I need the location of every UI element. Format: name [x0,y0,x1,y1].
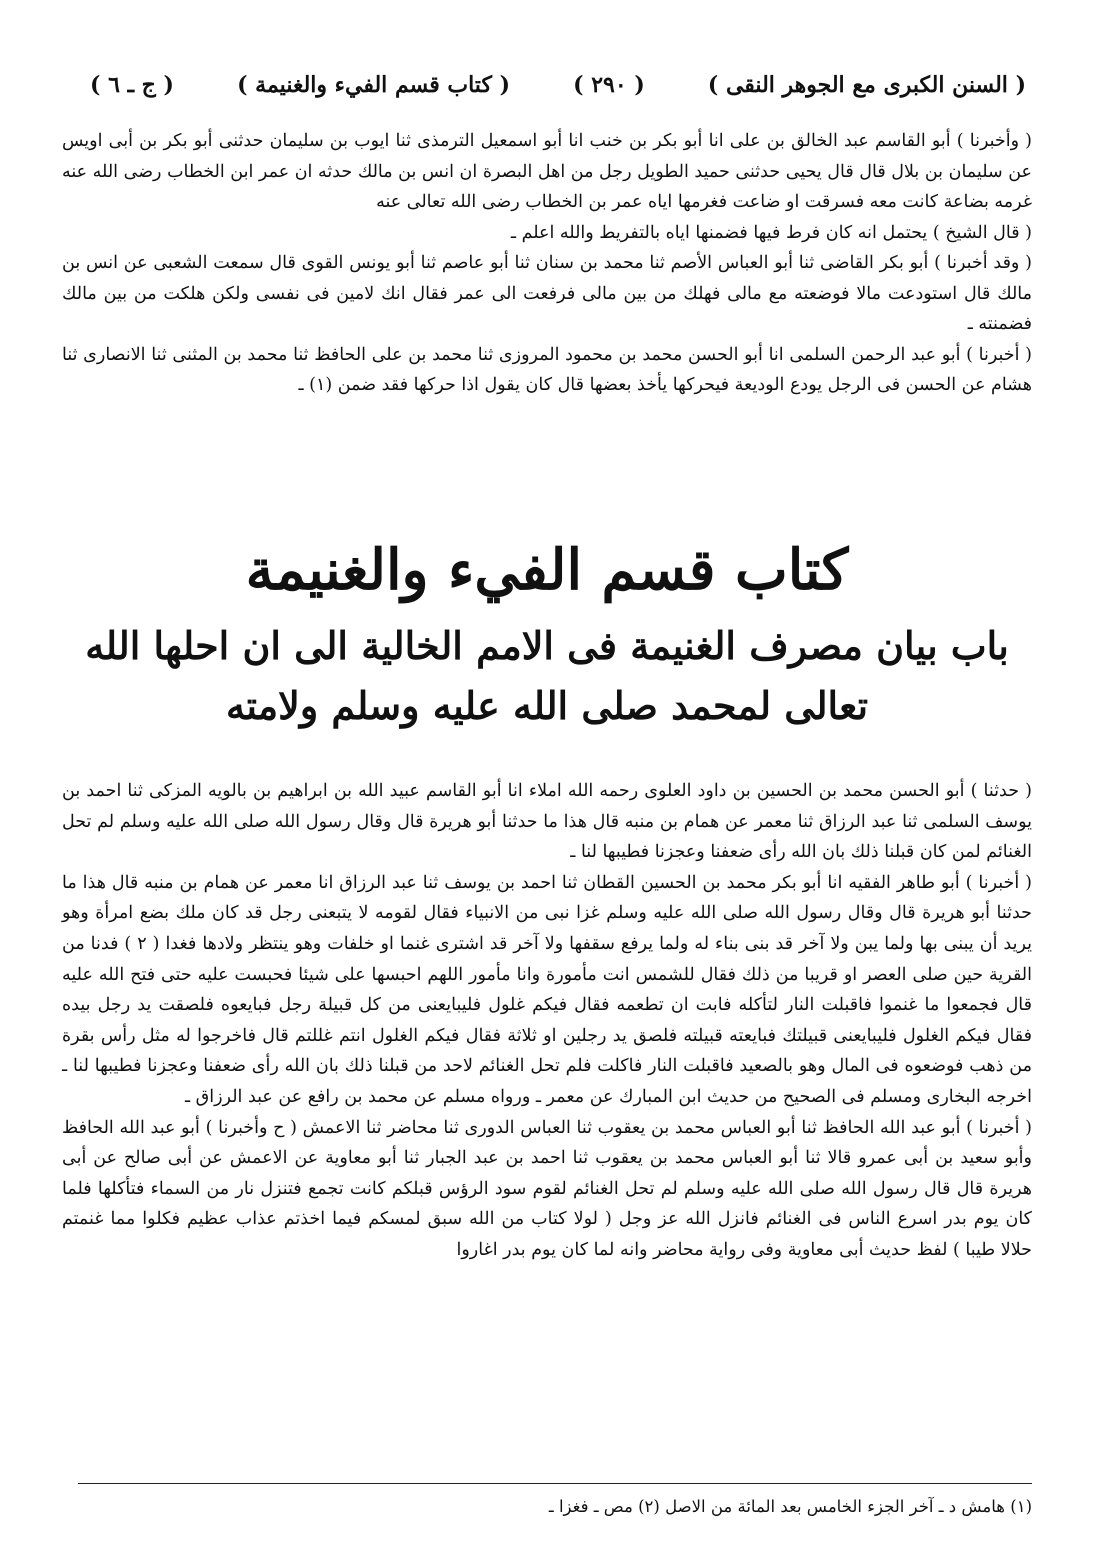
running-header [90,72,1026,98]
paragraph: ( أخبرنا ) أبو عبد الرحمن السلمى انا أبو الحسن محمد بن محمود المروزى ثنا محمد بن على الحافظ ثنا محمد بن المثنى ثنا الانصارى ثنا هشام عن الحسن فى الرجل يودع الوديعة فيحركها يأخذ بعضها قال كان يقول اذا حركها فقد ضمن (١) ـ [62,344,1032,395]
paragraph: ( أخبرنا ) أبو عبد الله الحافظ ثنا أبو العباس محمد بن يعقوب ثنا العباس الدورى ثنا محاضر ثنا الاعمش ( ح وأخبرنا ) أبو عبد الله الحافظ وأبو سعيد بن أبى عمرو قالا ثنا أبو العباس محمد بن يعقوب ثنا احمد بن عبد الجبار ثنا أبو معاوية عن الاعمش عن أبى صالح عن أبى هريرة قال قال رسول الله صلى الله عليه وسلم لم تحل الغنائم لقوم سود الرؤس قبلكم كانت تجمع فتنزل نار من السماء فتأكلها فلما كان يوم بدر اسرع الناس فى الغنائم فانزل الله عز وجل ( لولا كتاب من الله سبق لمسكم فيما اخذتم عذاب عظيم فكلوا مما غنمتم حلالا طيبا ) لفظ حديث أبى معاوية وفى رواية محاضر وانه لما كان يوم بدر اغاروا [62,1117,1032,1260]
header-section-title: ( كتاب قسم الفيء والغنيمة ) [237,72,510,98]
book-title: كتاب قسم الفيء والغنيمة [245,537,849,603]
header-volume: ( ج ـ ٦ ) [90,72,174,98]
paragraph: ( حدثنا ) أبو الحسن محمد بن الحسين بن داود العلوى رحمه الله املاء انا أبو القاسم عبيد الله بن ابراهيم بن بالويه المزكى ثنا احمد بن يوسف السلمى ثنا عبد الرزاق ثنا معمر عن همام بن منبه قال هذا ما حدثنا أبو هريرة قال وقال رسول الله صلى الله عليه وسلم لم تحل الغنائم لمن كان قبلنا ذلك بان الله رأى ضعفنا وعجزنا فطيبها لنا ـ [62,781,1032,863]
paragraph: ( وأخبرنا ) أبو القاسم عبد الخالق بن على انا أبو بكر بن خنب انا أبو اسمعيل الترمذى ثنا ايوب بن سليمان حدثنى أبو بكر بن أبى اويس عن سليمان بن بلال قال قال يحيى حدثنى حميد الطويل رجل من اهل البصرة ان انس بن مالك حدثه ان عمر ابن الخطاب رضى الله عنه غرمه بضاعة كانت معه فسرقت او ضاعت فغرمها اياه عمر بن الخطاب رضى الله تعالى عنه [62,131,1032,212]
footnote: (١) هامش د ـ آخر الجزء الخامس بعد المائة من الاصل (٢) مص ـ فغزا ـ [548,1497,1032,1516]
top-text-block [62,126,1032,401]
chapter-title-line-1: باب بيان مصرف الغنيمة فى الامم الخالية الى ان احلها الله [85,623,1009,668]
paragraph: ( وقد أخبرنا ) أبو بكر القاضى ثنا أبو العباس الأصم ثنا محمد بن سنان ثنا أبو عاصم ثنا أبو يونس القوى قال سمعت الشعبى عن انس بن مالك قال استودعت مالا فوضعته مع مالى فهلك من بين مالى فرفعت الى عمر فقال انك لامين فى نفسى ولكن هلكت من بين مالك فضمنته ـ [62,253,1032,334]
footnote-divider [78,1483,1032,1484]
paragraph: ( قال الشيخ ) يحتمل انه كان فرط فيها فضمنها اياه بالتفريط والله اعلم ـ [510,222,1032,243]
header-page-number: ( ٢٩٠ ) [573,72,645,98]
bottom-text-block [62,776,1032,1266]
title-block [62,530,1032,736]
header-book-title: ( السنن الكبرى مع الجوهر النقى ) [707,72,1026,98]
paragraph: ( أخبرنا ) أبو طاهر الفقيه انا أبو بكر محمد بن الحسين القطان ثنا احمد بن يوسف ثنا عبد الرزاق انا معمر عن همام بن منبه قال هذا ما حدثنا أبو هريرة قال وقال رسول الله صلى الله عليه وسلم غزا نبى من الانبياء فقال لقومه لا يتبعنى رجل قد كان ملك بضع امرأة وهو يريد أن يبنى بها ولما يبن ولا آخر قد بنى بناء له ولما يرفع سقفها ولا آخر قد اشترى غنما او خلفات وهو ينتظر ولادها فغدا ( ٢ ) فدنا من القرية حين صلى العصر او قريبا من ذلك فقال للشمس انت مأمورة وانا مأمور اللهم احبسها على شيئا فحبست عليه حتى فتح الله عليه قال فجمعوا ما غنموا فاقبلت النار لتأكله فابت ان تطعمه فقال فيكم غلول فليبايعنى من كل قبيلة رجل فبايعوه فلصقت يد رجل بيده فقال فيكم الغلول فليبايعنى قبيلتك فبايعته قبيلته فلصق يد رجلين او ثلاثة فقال فيكم الغلول انتم غللتم قال فاخرجوا له مثل رأس بقرة من ذهب فوضعوه فى المال وهو بالصعيد فاقبلت النار فاكلت فلم تحل الغنائم لاحد من قبلنا ذلك بان الله رأى ضعفنا وعجزنا فطيبها لنا ـ اخرجه البخارى ومسلم فى الصحيح من حديث ابن المبارك عن معمر ـ ورواه مسلم عن محمد بن رافع عن عبد الرزاق ـ [62,872,1033,1107]
chapter-title-line-2: تعالى لمحمد صلى الله عليه وسلم ولامته [225,683,869,728]
